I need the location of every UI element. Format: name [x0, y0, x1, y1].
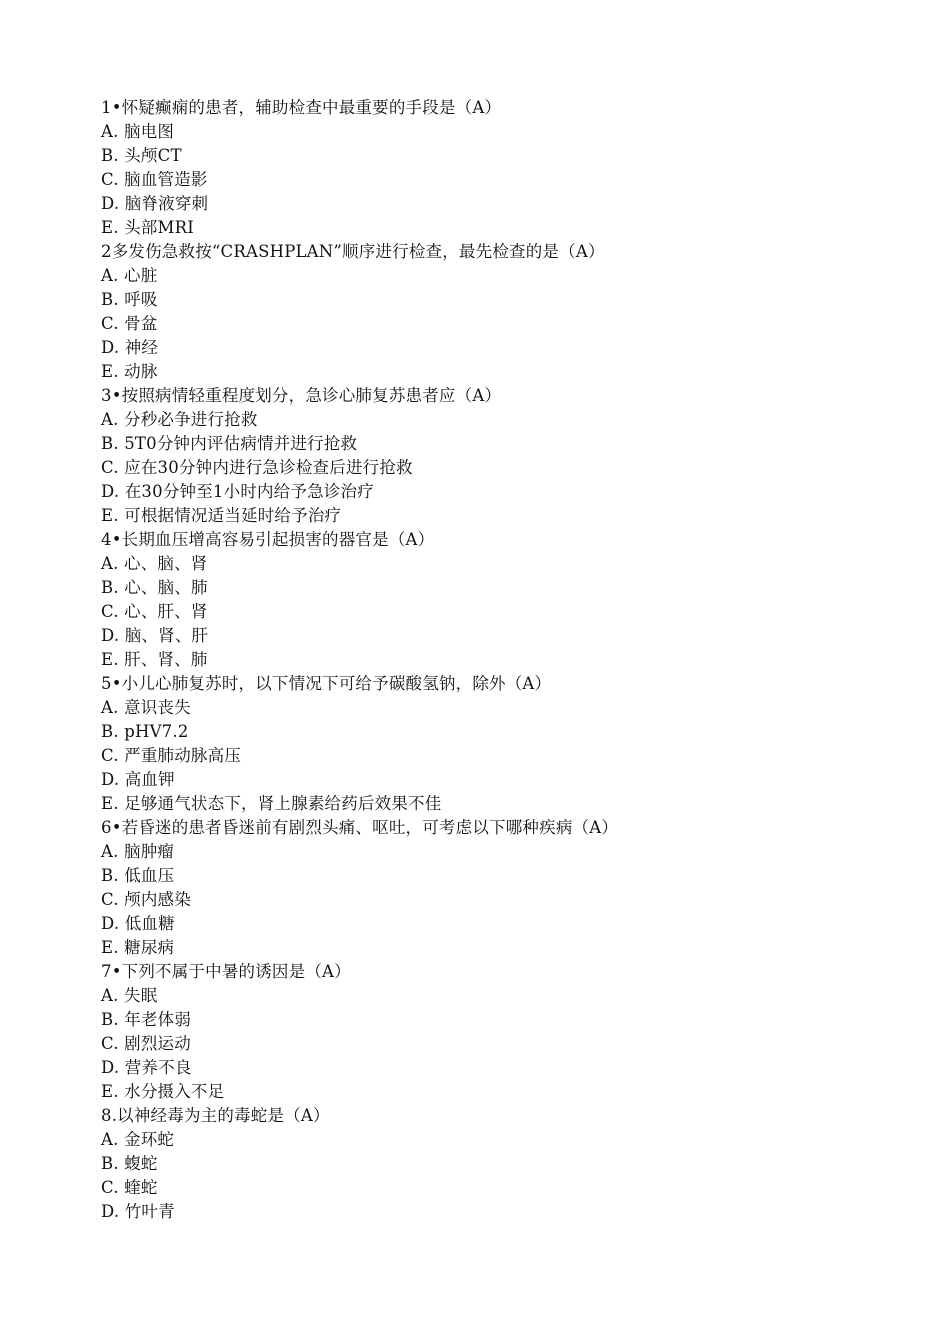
option-b: B. 心、脑、肺: [101, 578, 208, 597]
option-d: D. 高血钾: [101, 770, 175, 789]
question-5: [101, 672, 921, 816]
option-b: B. 蝮蛇: [101, 1154, 158, 1173]
question-1: [101, 96, 921, 240]
option-a: A. 心脏: [101, 266, 158, 285]
question-2: [101, 240, 921, 384]
option-a: A. 脑肿瘤: [101, 842, 175, 861]
question-stem: 5•小儿心肺复苏时，以下情况下可给予碳酸氢钠，除外（A）: [101, 674, 552, 693]
option-e: E. 糖尿病: [101, 938, 175, 957]
question-stem: 4•长期血压增高容易引起损害的器官是（A）: [101, 530, 435, 549]
question-6: [101, 816, 921, 960]
option-b: B. 头颅CT: [101, 146, 182, 165]
option-c: C. 蝰蛇: [101, 1178, 158, 1197]
option-a: A. 意识丧失: [101, 698, 191, 717]
option-b: B. 低血压: [101, 866, 175, 885]
question-stem: 7•下列不属于中暑的诱因是（A）: [101, 962, 351, 981]
option-d: D. 神经: [101, 338, 159, 357]
option-d: D. 脑、肾、肝: [101, 626, 209, 645]
option-c: C. 严重肺动脉高压: [101, 746, 242, 765]
question-8: [101, 1104, 921, 1224]
option-c: C. 心、肝、肾: [101, 602, 208, 621]
option-a: A. 心、脑、肾: [101, 554, 208, 573]
option-c: C. 应在30分钟内进行急诊检查后进行抢救: [101, 458, 413, 477]
option-e: E. 可根据情况适当延时给予治疗: [101, 506, 342, 525]
question-4: [101, 528, 921, 672]
option-e: E. 肝、肾、肺: [101, 650, 208, 669]
question-stem: 3•按照病情轻重程度划分，急诊心肺复苏患者应（A）: [101, 386, 502, 405]
question-stem: 6•若昏迷的患者昏迷前有剧烈头痛、呕吐，可考虑以下哪种疾病（A）: [101, 818, 619, 837]
option-a: A. 分秒必争进行抢救: [101, 410, 258, 429]
option-b: B. 5T0分钟内评估病情并进行抢救: [101, 434, 358, 453]
document-page: [101, 96, 921, 1224]
option-d: D. 营养不良: [101, 1058, 192, 1077]
option-b: B. 年老体弱: [101, 1010, 192, 1029]
question-stem: 2多发伤急救按“CRASHPLAN”顺序进行检查，最先检查的是（A）: [101, 242, 605, 261]
option-e: E. 动脉: [101, 362, 158, 381]
option-a: A. 失眠: [101, 986, 158, 1005]
option-e: E. 足够通气状态下，肾上腺素给药后效果不佳: [101, 794, 442, 813]
option-e: E. 头部MRI: [101, 218, 194, 237]
option-b: B. 呼吸: [101, 290, 158, 309]
option-d: D. 脑脊液穿刺: [101, 194, 209, 213]
option-e: E. 水分摄入不足: [101, 1082, 225, 1101]
option-c: C. 脑血管造影: [101, 170, 208, 189]
option-a: A. 脑电图: [101, 122, 175, 141]
option-c: C. 剧烈运动: [101, 1034, 191, 1053]
question-7: [101, 960, 921, 1104]
option-c: C. 骨盆: [101, 314, 158, 333]
question-stem: 8.以神经毒为主的毒蛇是（A）: [101, 1106, 330, 1125]
option-a: A. 金环蛇: [101, 1130, 175, 1149]
option-d: D. 竹叶青: [101, 1202, 175, 1221]
option-d: D. 低血糖: [101, 914, 175, 933]
option-b: B. pHV7.2: [101, 722, 189, 741]
question-stem: 1•怀疑癫痫的患者，辅助检查中最重要的手段是（A）: [101, 98, 502, 117]
option-d: D. 在30分钟至1小时内给予急诊治疗: [101, 482, 374, 501]
option-c: C. 颅内感染: [101, 890, 191, 909]
question-3: [101, 384, 921, 528]
